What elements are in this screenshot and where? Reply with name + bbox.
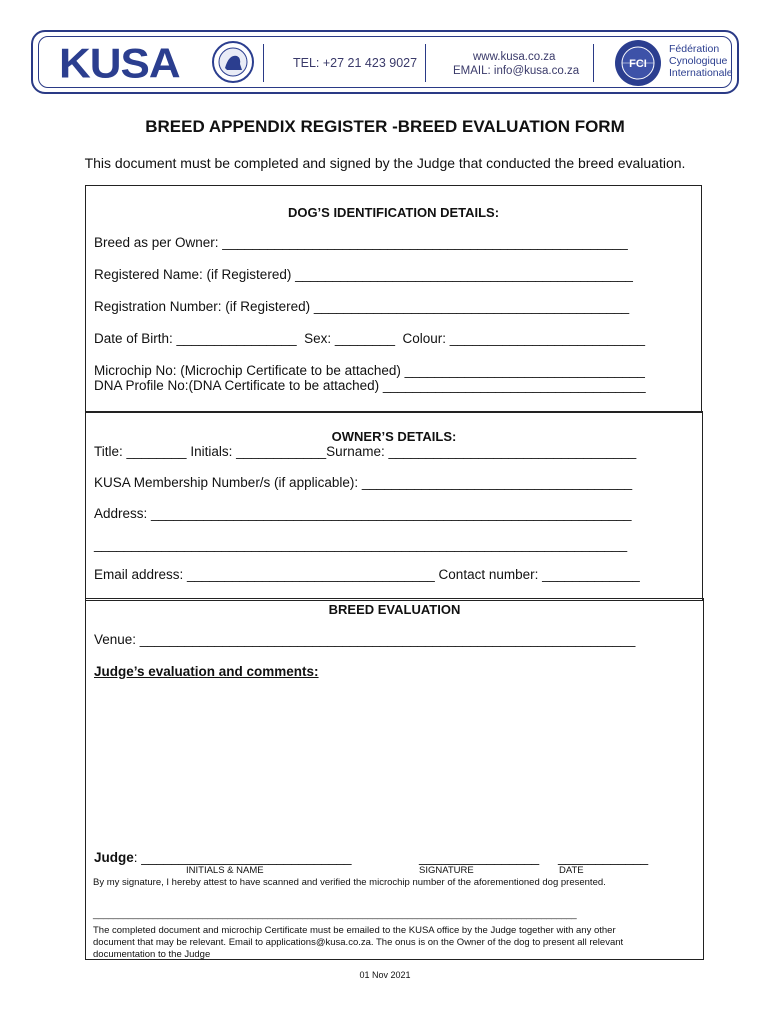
kusa-seal-icon [211,40,255,84]
form-title: BREED APPENDIX REGISTER -BREED EVALUATION FORM [145,117,625,136]
fci-line: Internationale [669,67,733,79]
judge-sign-line[interactable] [94,850,352,865]
dob-sex-colour-field[interactable]: Date of Birth: ________________ Sex: ________ Colour: __________________________ [94,331,645,346]
website: www.kusa.co.za [473,51,556,63]
initials-name-caption: INITIALS & NAME [186,865,264,876]
header-separator [425,44,426,82]
contact-info [453,50,579,78]
header-separator [263,44,264,82]
judge-comments-area[interactable] [94,687,694,837]
attestation-text: By my signature, I hereby attest to have scanned and verified the microchip number of the aforementioned dog presented. [93,877,606,888]
fci-name [669,43,733,79]
section-heading: BREED EVALUATION [328,602,461,617]
header-separator [593,44,594,82]
registration-number-field[interactable]: Registration Number: (if Registered) __________________________________________ [94,299,630,314]
fci-seal-text: FCI [629,58,647,70]
signature-caption: SIGNATURE [419,865,474,876]
breed-evaluation-section [85,598,704,960]
dog-details-section [85,185,702,413]
judge-comments-heading: Judge’s evaluation and comments: [94,664,319,679]
note-line: documentation to the Judge [93,949,211,960]
note-line: The completed document and microchip Certificate must be emailed to the KUSA office by the Judge together with any other [93,925,616,936]
judge-label: Judge [94,850,134,865]
header-banner [31,30,739,94]
fci-line: Fédération [669,43,720,55]
breed-field[interactable]: Breed as per Owner: ______________________________________________________ [94,235,628,250]
registered-name-field[interactable]: Registered Name: (if Registered) _____________________________________________ [94,267,633,282]
owner-details-section [85,411,703,601]
footer-date: 01 Nov 2021 [359,970,411,980]
venue-field[interactable]: Venue: __________________________________________________________________ [94,632,636,647]
address-field[interactable]: Address: ________________________________________________________________ [94,506,632,521]
telephone: TEL: +27 21 423 9027 [293,56,418,70]
signature-line[interactable]: ________________ [419,850,540,865]
section-heading: OWNER’S DETAILS: [331,429,457,444]
title-initials-surname-field[interactable]: Title: ________ Initials: ____________Surname: _________________________________ [94,444,637,459]
microchip-field[interactable]: Microchip No: (Microchip Certificate to be attached) ________________________________ [94,363,645,378]
date-caption: DATE [559,865,584,876]
fci-line: Cynologique [669,55,728,67]
dna-profile-field[interactable]: DNA Profile No:(DNA Certificate to be attached) ___________________________________ [94,378,646,393]
divider-line: _________________________________________________________________________________________________ [93,909,577,920]
email-contact-field[interactable]: Email address: _________________________________ Contact number: _____________ [94,567,640,582]
note-line: document that may be relevant. Email to applications@kusa.co.za. The onus is on the Owner of the dog to present all relevant [93,937,624,948]
judge-initials-line: : ____________________________ [133,850,352,865]
membership-number-field[interactable]: KUSA Membership Number/s (if applicable): ____________________________________ [94,475,633,490]
section-heading: DOG’S IDENTIFICATION DETAILS: [287,205,500,220]
address-field-line2[interactable]: _______________________________________________________________________ [94,537,628,552]
date-line[interactable]: ____________ [558,850,649,865]
email: EMAIL: info@kusa.co.za [453,65,580,77]
form-subtitle: This document must be completed and signed by the Judge that conducted the breed evaluation. [84,155,686,171]
kusa-logo: KUSA [59,40,180,87]
fci-seal-icon [613,38,663,88]
